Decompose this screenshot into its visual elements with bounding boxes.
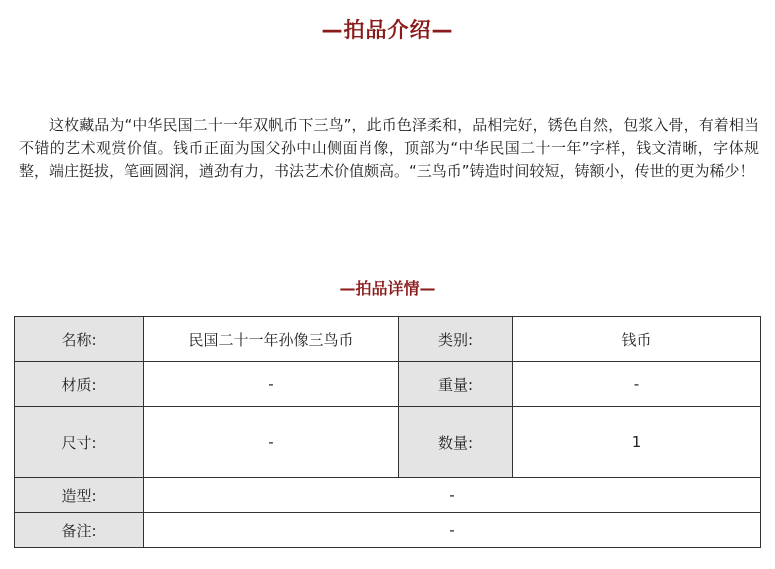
name-label: 名称:	[15, 317, 144, 362]
table-row	[15, 407, 761, 478]
size-label: 尺寸:	[15, 407, 144, 478]
material-label: 材质:	[15, 362, 144, 407]
table-row	[15, 317, 761, 362]
table-row	[15, 362, 761, 407]
category-value: 钱币	[513, 317, 761, 362]
details-table	[14, 316, 761, 548]
size-value: -	[144, 407, 399, 478]
quantity-value: 1	[513, 407, 761, 478]
weight-label: 重量:	[399, 362, 513, 407]
shape-value: -	[144, 478, 761, 513]
table-row	[15, 513, 761, 548]
note-label: 备注:	[15, 513, 144, 548]
intro-section-title: —拍品介绍—	[321, 18, 454, 42]
quantity-label: 数量:	[399, 407, 513, 478]
material-value: -	[144, 362, 399, 407]
details-section-title: —拍品详情—	[339, 279, 436, 298]
shape-label: 造型:	[15, 478, 144, 513]
note-value: -	[144, 513, 761, 548]
name-value: 民国二十一年孙像三鸟币	[144, 317, 399, 362]
table-row	[15, 478, 761, 513]
intro-description: 这枚藏品为“中华民国二十一年双帆币下三鸟”，此币色泽柔和，品相完好，锈色自然，包浆入骨，有着相当不错的艺术观赏价值。钱币正面为国父孙中山侧面肖像，顶部为“中华民国二十一年”字样，钱文清晰，字体规整，端庄挺拔，笔画圆润，遒劲有力，书法艺术价值颇高。“三鸟币”铸造时间较短，铸额小，传世的更为稀少！	[19, 116, 759, 180]
weight-value: -	[513, 362, 761, 407]
category-label: 类别:	[399, 317, 513, 362]
